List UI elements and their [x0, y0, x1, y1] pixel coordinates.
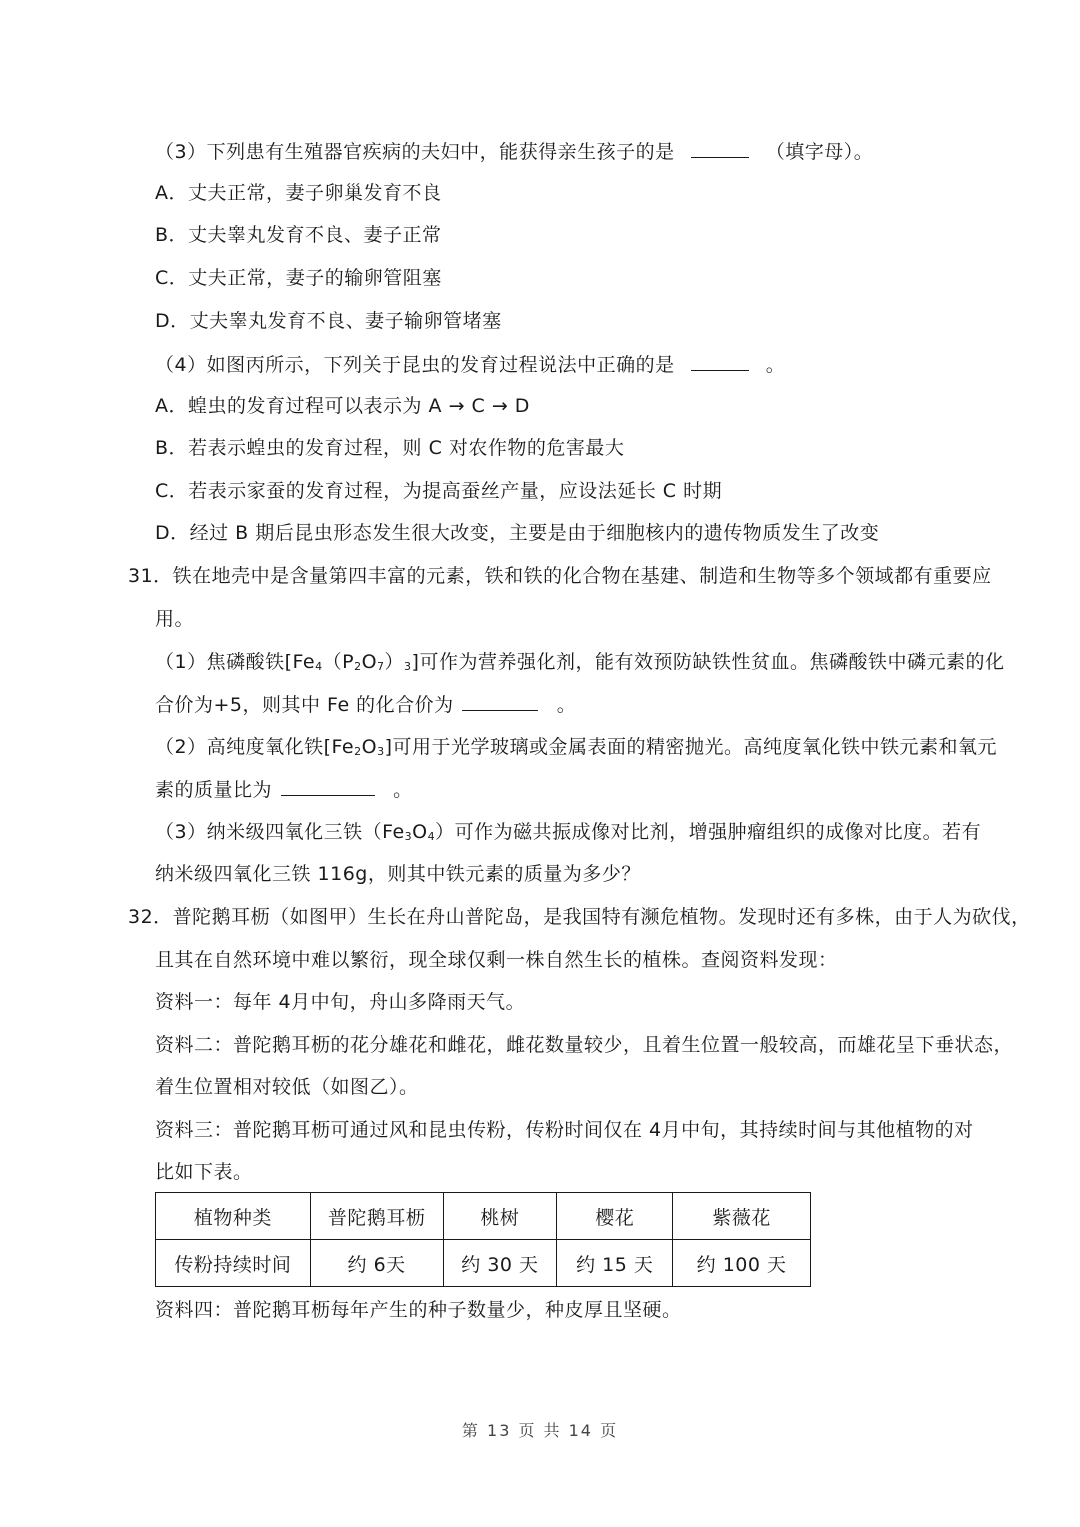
q31-p2-text-b: O [361, 736, 378, 758]
q31-p1-text-d: ） [384, 651, 405, 673]
q32-material-4: 资料四：普陀鹅耳枥每年产生的种子数量少，种皮厚且坚硬。 [155, 1299, 682, 1321]
q30-3-stem-text: （3）下列患有生殖器官疾病的夫妇中，能获得亲生孩子的是 [155, 141, 675, 163]
q30-3-answer-blank[interactable] [691, 139, 749, 158]
q31-p1-answer-blank[interactable] [462, 692, 538, 711]
table-cell: 传粉持续时间 [156, 1240, 311, 1287]
q30-3-option-a: A．丈夫正常，妻子卵巢发育不良 [155, 182, 442, 204]
q31-p3-sub-o: 4 [427, 830, 436, 843]
q31-part1-line1 [155, 650, 1004, 674]
q31-p2-sub-fe: 2 [354, 745, 362, 758]
q31-p1-text-b: （P [322, 651, 355, 673]
q30-3-option-d: D．丈夫睾丸发育不良、妻子输卵管堵塞 [155, 310, 502, 332]
q31-p1-line2-tail: 。 [556, 694, 577, 716]
q32-material-2-line1: 资料二：普陀鹅耳枥的花分雄花和雌花，雌花数量较少，且着生位置一般较高，而雄花呈下垂状态， [155, 1034, 1014, 1056]
q31-part3-line2: 纳米级四氧化三铁 116g，则其中铁元素的质量为多少？ [155, 863, 641, 885]
q31-p3-text-c: ）可作为磁共振成像对比剂，增强肿瘤组织的成像对比度。若有 [435, 821, 982, 843]
q31-p1-text-c: O [361, 651, 378, 673]
q31-stem-line1: 31．铁在地壳中是含量第四丰富的元素，铁和铁的化合物在基建、制造和生物等多个领域都有重要应 [128, 565, 992, 587]
q30-3-option-c: C．丈夫正常，妻子的输卵管阻塞 [155, 267, 442, 289]
table-cell: 植物种类 [156, 1193, 311, 1240]
q31-p2-text-a: （2）高纯度氧化铁[Fe [155, 736, 355, 758]
q30-3-stem [155, 139, 873, 164]
q31-p2-text-c: ]可用于光学玻璃或金属表面的精密抛光。高纯度氧化铁中铁元素和氧元 [384, 736, 997, 758]
table-cell: 紫薇花 [673, 1193, 811, 1240]
q32-stem-line2: 且其在自然环境中难以繁衍，现全球仅剩一株自然生长的植株。查阅资料发现： [155, 949, 838, 971]
table-cell: 约 30 天 [443, 1240, 557, 1287]
q31-part1-line2 [155, 692, 576, 717]
q30-4-stem-text: （4）如图丙所示，下列关于昆虫的发育过程说法中正确的是 [155, 354, 675, 376]
q31-part2-line1 [155, 735, 997, 759]
q31-p1-text-e: ]可作为营养强化剂，能有效预防缺铁性贫血。焦磷酸铁中磷元素的化 [411, 651, 1005, 673]
q30-4-option-c: C．若表示家蚕的发育过程，为提高蚕丝产量，应设法延长 C 时期 [155, 480, 723, 502]
q31-p2-line2-text: 素的质量比为 [155, 779, 273, 801]
q30-4-stem-tail: 。 [765, 354, 786, 376]
table-cell: 约 6天 [310, 1240, 443, 1287]
q31-part3-line1 [155, 820, 981, 844]
q31-part2-line2 [155, 777, 413, 802]
q31-p2-answer-blank[interactable] [281, 777, 375, 796]
q31-p1-sub-fe: 4 [315, 660, 323, 673]
q31-p2-sub-o: 3 [377, 745, 385, 758]
q30-4-option-d: D．经过 B 期后昆虫形态发生很大改变，主要是由于细胞核内的遗传物质发生了改变 [155, 522, 880, 544]
q30-4-answer-blank[interactable] [691, 352, 749, 371]
q31-p1-sub-o: 7 [377, 660, 385, 673]
q30-4-stem [155, 352, 785, 377]
q30-4-option-a: A．蝗虫的发育过程可以表示为 A → C → D [155, 395, 530, 417]
q31-p1-sub-3: 3 [404, 660, 412, 673]
q31-p3-text-b: O [412, 821, 428, 843]
table-cell: 樱花 [557, 1193, 673, 1240]
q31-p2-line2-tail: 。 [393, 779, 413, 801]
q30-3-option-b: B．丈夫睾丸发育不良、妻子正常 [155, 224, 442, 246]
q32-material-3-line1: 资料三：普陀鹅耳枥可通过风和昆虫传粉，传粉时间仅在 4月中旬，其持续时间与其他植物的对 [155, 1119, 974, 1141]
q32-material-1: 资料一：每年 4月中旬，舟山多降雨天气。 [155, 991, 526, 1013]
table-header-row [156, 1193, 811, 1240]
q31-p3-text-a: （3）纳米级四氧化三铁（Fe [155, 821, 405, 843]
pollination-table [155, 1192, 811, 1287]
q32-stem-line1: 32．普陀鹅耳枥（如图甲）生长在舟山普陀岛，是我国特有濒危植物。发现时还有多株，由于人为砍伐， [128, 906, 1031, 928]
q32-material-2-line2: 着生位置相对较低（如图乙）。 [155, 1076, 419, 1098]
table-cell: 普陀鹅耳枥 [310, 1193, 443, 1240]
q30-3-stem-tail: （填字母）。 [765, 141, 874, 163]
q31-p3-sub-fe: 3 [404, 830, 413, 843]
q31-p1-text-a: （1）焦磷酸铁[Fe [155, 651, 316, 673]
table-row [156, 1240, 811, 1287]
table-cell: 桃树 [443, 1193, 557, 1240]
q31-stem-line2: 用。 [155, 608, 195, 630]
q30-4-option-b: B．若表示蝗虫的发育过程，则 C 对农作物的危害最大 [155, 437, 625, 459]
table-cell: 约 100 天 [673, 1240, 811, 1287]
q31-p1-line2-text: 合价为+5，则其中 Fe 的化合价为 [155, 694, 454, 716]
q32-material-3-line2: 比如下表。 [155, 1161, 253, 1183]
page-footer: 第 13 页 共 14 页 [461, 1421, 619, 1440]
table-cell: 约 15 天 [557, 1240, 673, 1287]
q31-p1-sub-p: 2 [354, 660, 362, 673]
